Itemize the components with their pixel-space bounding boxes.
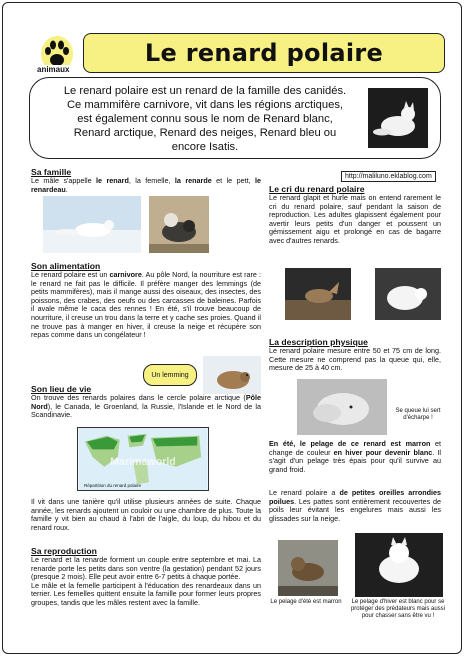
section-lieu xyxy=(31,384,261,420)
heading-reproduction: Sa reproduction xyxy=(31,546,97,556)
intro-box xyxy=(29,77,441,159)
fox-cubs-photo xyxy=(149,196,209,253)
fox-curled-photo xyxy=(375,268,441,320)
distribution-map xyxy=(77,427,209,491)
text-taniere: Il vit dans une tanière qu'il utilise plusieurs années de suite. Chaque année, les renards ajoutent un couloir ou une chambre de plus. Toute la famille y vit bien au chaud à l'abri de l'aigle, du loup, du hibou et du renard roux. xyxy=(31,497,261,532)
text-lieu: On trouve des renards polaires dans le cercle polaire arctique (Pôle Nord), le Canada, le Groenland, la Russie, l'Islande et le Nord de la Scandinavie. xyxy=(31,393,261,420)
map-watermark: Marimaworld xyxy=(110,455,176,468)
section-oreilles xyxy=(269,489,441,523)
summer-caption: Le pelage d'été est marron xyxy=(270,599,342,605)
lemming-callout: Un lemming xyxy=(143,364,197,386)
text-description-1: Le renard polaire mesure entre 50 et 75 cm de long. Cette mesure ne comprend pas la queue qui, elle, mesure de 25 à 40 cm. xyxy=(269,346,441,373)
text-famille: Le mâle s'appelle le renard, la femelle, la renarde et le pett, le renardeau. xyxy=(31,176,262,194)
fox-snow-photo xyxy=(43,196,141,253)
section-alimentation xyxy=(31,261,261,340)
tail-caption: Se queue lui sert d'écharpe ! xyxy=(395,408,441,421)
winter-caption: Le pelage d'hiver est blanc pour se protéger des prédateurs mais aussi pour chasser sans être vu ! xyxy=(350,599,446,619)
source-url[interactable]: http://maliluno.eklablog.com xyxy=(341,171,436,182)
section-tanieres xyxy=(31,498,261,532)
fox-howling-photo xyxy=(285,268,351,320)
text-reproduction-2: Le mâle et la femelle participent à l'éducation des renardeaux dans un terrier. Les femelles quittent ensuite la famille pour former leurs propres groupes, tandis que les mâles restent avec la famille. xyxy=(31,580,261,607)
heading-description: La description physique xyxy=(269,337,368,347)
intro-text: Le renard polaire est un renard de la famille des canidés. Ce mammifère carnivore, vit dans les régions arctiques, est également connu sous le nom de Renard blanc, Renard arctique, Renard des neiges, Renard bleu ou encore Isatis. xyxy=(63,85,347,153)
section-pelage xyxy=(269,440,441,474)
heading-cri: Le cri du renard polaire xyxy=(269,184,365,194)
text-alimentation: Le renard polaire est un carnivore. Au pôle Nord, la nourriture est rare : le renard ne fait pas le difficile. Il préfère manger des lemmings (de petits mammifères), mais il mange aussi des oiseaux, des insectes, des poissons, des crabes, des oeufs ou des carcasses de baleines. Parfois il avale même le caca des rennes ! En été, s'il trouve beaucoup de nourriture, il creuse un trou dans la terre et y cache ses proies. Quand il ne trouve pas à manger en hiver, il creuse la neige et récupère son repas comme dans un congélateur ! xyxy=(31,270,261,340)
logo-label: animaux xyxy=(37,65,70,74)
fox-winter-photo xyxy=(355,533,443,597)
text-cri: Le renard glapit et hurle mais on entend rarement le cri du renard polaire, sauf pendant la saison de reproduction. Les adultes glapissent également pour avertir leurs petits d'un danger et poussent un gémissement aigu et prolongé en cas de bagarre avec d'autres renards. xyxy=(269,193,441,245)
section-famille xyxy=(31,167,261,194)
title-banner xyxy=(83,33,445,73)
section-cri xyxy=(269,184,441,246)
fox-sleeping-photo xyxy=(297,379,387,435)
heading-lieu: Son lieu de vie xyxy=(31,384,92,394)
map-caption: Répartition du renard polaire xyxy=(84,483,142,488)
arctic-fox-photo xyxy=(368,88,428,148)
text-reproduction-1: Le renard et la renarde forment un couple entre septembre et mai. La renarde porte les petits dans son ventre (la gestation) pendant 52 jours (presque 2 mois). Elle peut avoir entre 6-7 petits à chaque portée. xyxy=(31,555,261,582)
text-pelage: En été, le pelage de ce renard est marron et change de couleur en hiver pour devenir blanc. Il s'agit d'un pelage très épais pour qu'il survive au grand froid. xyxy=(269,439,441,474)
text-oreilles: Le renard polaire a de petites oreilles arrondies poilues. Les pattes sont entièrement recouvertes de poils leur évitant les engelures mais aussi les glissades sur la neige. xyxy=(269,488,441,523)
section-description xyxy=(269,337,441,373)
page xyxy=(2,2,462,654)
heading-alimentation: Son alimentation xyxy=(31,261,101,271)
section-reproduction xyxy=(31,546,261,608)
page-title: Le renard polaire xyxy=(144,39,384,67)
heading-famille: Sa famille xyxy=(31,167,72,177)
fox-summer-photo xyxy=(278,540,338,596)
